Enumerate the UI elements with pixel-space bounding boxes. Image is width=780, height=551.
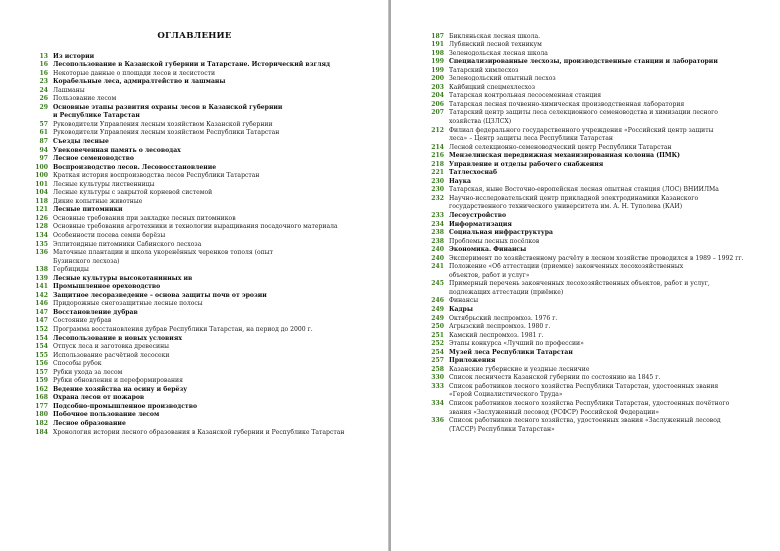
toc-entry-title: Кайбицкий спецмехлесхоз <box>449 83 536 91</box>
toc-entry-title: Лесной селекционно-семеноводческий центр Республики Татарстан <box>449 143 672 151</box>
toc-page-number: 135 <box>35 240 48 248</box>
toc-entry-title: Некоторые данные о площади лесов и лесистости <box>53 69 216 77</box>
toc-entry <box>425 144 773 153</box>
toc-page-number: 121 <box>35 206 48 214</box>
toc-page-number: 94 <box>39 146 48 154</box>
toc-entry <box>425 178 773 187</box>
toc-entry-title: Лесные культуры высокотанинных ив <box>53 274 193 282</box>
toc-entry-title: Хронология истории лесного образования в Казанской губернии и Республике Татарстан <box>53 428 345 436</box>
toc-entry-title: Финансы <box>449 297 479 305</box>
toc-entry-title: Использование расчётной лесосеки <box>53 351 170 359</box>
toc-entry-title: Музей леса Республики Татарстан <box>449 348 573 356</box>
toc-page-number: 238 <box>431 237 444 245</box>
toc-entry-title: Татарская лесная почвенно-химическая производственная лаборатория <box>449 100 685 108</box>
toc-entry-title: и Республике Татарстан <box>53 112 140 120</box>
toc-entry-title: Наука <box>449 177 471 185</box>
toc-page-number: 249 <box>431 314 444 322</box>
toc-entry <box>425 289 773 298</box>
toc-entry <box>29 275 381 284</box>
toc-entry-title: Зеленодольская лесная школа <box>449 49 548 57</box>
toc-entry <box>425 272 773 281</box>
toc-entry <box>29 403 381 412</box>
toc-page-number: 146 <box>35 300 48 308</box>
toc-entry <box>425 135 773 144</box>
toc-page-number: 221 <box>431 169 444 177</box>
toc-entry <box>29 249 381 258</box>
toc-page-number: 214 <box>431 143 444 151</box>
toc-page-number: 154 <box>35 343 48 351</box>
toc-entry <box>29 429 381 438</box>
toc-entry <box>425 161 773 170</box>
toc-entry <box>29 104 381 113</box>
toc-entry-title: Камский леспромхоз. 1981 г. <box>449 331 544 339</box>
toc-entry-title: Побочное пользование лесом <box>53 411 160 419</box>
toc-entry <box>425 58 773 67</box>
toc-page-number: 251 <box>431 331 444 339</box>
toc-page-number: 24 <box>39 86 48 94</box>
toc-page-number: 180 <box>35 411 48 419</box>
toc-entry <box>29 360 381 369</box>
toc-entry-title: Лесные культуры с закрытой корневой системой <box>53 189 213 197</box>
toc-list-right <box>425 33 773 435</box>
toc-entry <box>425 297 773 306</box>
toc-entry <box>425 67 773 76</box>
toc-page-number: 199 <box>431 66 444 74</box>
toc-entry-title: Экономика. Финансы <box>449 246 527 254</box>
toc-entry <box>425 50 773 59</box>
toc-list-left <box>29 53 381 438</box>
toc-page-number: 100 <box>35 163 48 171</box>
toc-page-number: 104 <box>35 189 48 197</box>
toc-page-number: 254 <box>431 348 444 356</box>
toc-page-number: 218 <box>431 160 444 168</box>
toc-entry-title: Татлесхоснаб <box>449 169 498 177</box>
toc-entry <box>425 280 773 289</box>
toc-entry <box>425 92 773 101</box>
toc-entry <box>29 181 381 190</box>
left-page <box>0 0 389 551</box>
toc-entry <box>425 84 773 93</box>
toc-entry <box>425 383 773 392</box>
toc-page-number: 16 <box>39 69 48 77</box>
toc-page-number: 118 <box>35 197 48 205</box>
toc-entry-title: Управление и отделы рабочего снабжения <box>449 160 604 168</box>
toc-entry-title: Агрызский леспромхоз. 1980 г. <box>449 323 551 331</box>
toc-page-number: 134 <box>35 231 48 239</box>
toc-entry-title: Примерный перечень законченных лесохозяйственных объектов, работ и услуг, <box>449 280 710 288</box>
toc-entry-title: Мензелинская передвижная механизированная колонна (ПМК) <box>449 152 681 160</box>
toc-page-number: 233 <box>431 211 444 219</box>
toc-entry-title: Список лесничеств Казанской губернии по состоянию на 1845 г. <box>449 374 661 382</box>
toc-entry <box>425 306 773 315</box>
toc-entry-title: объектов, работ и услуг» <box>449 271 530 279</box>
toc-entry-title: Казанские губернские и уездные лесничие <box>449 365 590 373</box>
toc-entry-title: Зеленодольский опытный лесхоз <box>449 75 556 83</box>
toc-entry-title: Воспроизводство лесов. Лесовосстановление <box>53 163 217 171</box>
toc-page-number: 141 <box>35 283 48 291</box>
toc-page-number: 257 <box>431 357 444 365</box>
toc-entry-title: Состояние дубрав <box>53 317 112 325</box>
toc-entry-title: Маточные плантации и школа укоренённых черенков тополя (опыт <box>53 249 273 257</box>
toc-entry-title: Бикляньская лесная школа. <box>449 32 541 40</box>
toc-entry-title: Рубки обновления и переформирования <box>53 377 183 385</box>
toc-entry-title: Список работников лесного хозяйства Республики Татарстан, удостоенных почётного <box>449 400 730 408</box>
toc-entry <box>425 374 773 383</box>
toc-page-number: 159 <box>35 377 48 385</box>
toc-entry <box>29 266 381 275</box>
toc-entry-title: Лесные культуры лиственницы <box>53 180 155 188</box>
toc-entry <box>425 186 773 195</box>
toc-entry-title: Лесные питомники <box>53 206 123 214</box>
toc-page-number: 238 <box>431 229 444 237</box>
toc-entry-title: Съезды лесные <box>53 137 109 145</box>
toc-page-number: 336 <box>431 417 444 425</box>
toc-entry-title: хозяйства (ЦЗЛСХ) <box>449 117 512 125</box>
toc-page-number: 250 <box>431 323 444 331</box>
toc-page-number: 87 <box>39 137 48 145</box>
toc-entry <box>29 223 381 232</box>
toc-entry <box>29 343 381 352</box>
toc-entry <box>29 70 381 79</box>
toc-entry <box>425 332 773 341</box>
toc-page-number: 157 <box>35 368 48 376</box>
toc-entry <box>29 258 381 267</box>
toc-entry-title: леса» – Центр защиты леса Республики Татарстан <box>449 135 613 143</box>
toc-entry-title: Положение «Об аттестации (приемке) законченных лесохозяйственных <box>449 263 684 271</box>
toc-entry-title: Лесопользование в новых условиях <box>53 334 182 342</box>
toc-entry-title: Эллитоидные питомники Сабинского лесхоза <box>53 240 202 248</box>
toc-entry-title: Специализированные лесхозы, производственные станции и лаборатории <box>449 58 718 66</box>
toc-entry <box>425 152 773 161</box>
toc-entry <box>29 369 381 378</box>
toc-entry-title: Татарский центр защиты леса селекционного семеноводства и химизации лесного <box>449 109 718 117</box>
toc-page-number: 182 <box>35 420 48 428</box>
toc-page-number: 61 <box>39 129 48 137</box>
toc-entry-title: Способы рубок <box>53 360 102 368</box>
toc-entry <box>29 147 381 156</box>
toc-entry <box>425 221 773 230</box>
toc-page-number: 230 <box>431 186 444 194</box>
toc-entry <box>425 246 773 255</box>
toc-page-number: 162 <box>35 385 48 393</box>
toc-page-number: 147 <box>35 317 48 325</box>
toc-page-number: 234 <box>431 220 444 228</box>
toc-entry-title: Основные требования при закладке лесных питомников <box>53 214 236 222</box>
toc-entry <box>29 283 381 292</box>
toc-entry-title: Краткая история воспроизводства лесов Республики Татарстан <box>53 172 260 180</box>
toc-entry <box>29 172 381 181</box>
toc-entry-title: Лесное семеноводство <box>53 155 134 163</box>
toc-page-number: 128 <box>35 223 48 231</box>
toc-entry-title: Эксперимент по хозяйственному расчёту в лесном хозяйстве проводился в 1989 – 1992 гг. <box>449 254 744 262</box>
toc-entry <box>29 53 381 62</box>
toc-page-number: 212 <box>431 126 444 134</box>
toc-entry <box>425 357 773 366</box>
toc-entry-title: Филиал федерального государственного учреждения «Российский центр защиты <box>449 126 714 134</box>
toc-page-number: 147 <box>35 308 48 316</box>
toc-entry-title: Ведение хозяйства на осину и берёзу <box>53 385 188 393</box>
toc-page-number: 168 <box>35 394 48 402</box>
toc-entry <box>425 169 773 178</box>
toc-page-number: 101 <box>35 180 48 188</box>
toc-entry-title: Корабельные леса, адмиралтейство и лашманы <box>53 78 226 86</box>
toc-entry-title: (ТАССР) Республики Татарстан» <box>449 425 555 433</box>
toc-entry <box>29 411 381 420</box>
toc-entry <box>29 241 381 250</box>
toc-entry <box>29 87 381 96</box>
toc-entry <box>29 121 381 130</box>
toc-page-number: 241 <box>431 263 444 271</box>
toc-page-number: 207 <box>431 109 444 117</box>
toc-entry-title: Приложения <box>449 357 496 365</box>
toc-entry <box>425 323 773 332</box>
toc-entry-title: Рубки ухода за лесом <box>53 368 123 376</box>
toc-entry-title: Лесное образование <box>53 420 126 428</box>
toc-entry-title: Программа восстановления дубрав Республики Татарстан, на период до 2000 г. <box>53 326 313 333</box>
toc-entry-title: Отпуск леса и заготовка древесины <box>53 343 169 351</box>
toc-entry <box>425 118 773 127</box>
toc-entry <box>29 386 381 395</box>
toc-entry <box>29 352 381 361</box>
toc-entry <box>29 326 381 335</box>
toc-entry <box>29 335 381 344</box>
toc-entry <box>29 377 381 386</box>
toc-entry-title: Социальная инфраструктура <box>449 229 553 237</box>
toc-page-number: 249 <box>431 306 444 313</box>
toc-page-number: 152 <box>35 326 48 333</box>
toc-entry <box>29 112 381 121</box>
toc-entry-title: Увековеченная память о лесоводах <box>53 146 181 154</box>
toc-entry <box>425 417 773 426</box>
toc-page-number: 203 <box>431 83 444 91</box>
toc-entry <box>425 400 773 409</box>
toc-entry-title: Особенности посева семян берёзы <box>53 231 166 239</box>
toc-page-number: 200 <box>431 75 444 83</box>
toc-page-number: 139 <box>35 274 48 282</box>
toc-entry-title: Кадры <box>449 306 473 313</box>
toc-entry <box>425 255 773 264</box>
toc-entry-title: Октябрьский леспромхоз. 1976 г. <box>449 314 558 322</box>
toc-page-number: 16 <box>39 61 48 69</box>
toc-entry-title: подлежащих аттестации (приёмке) <box>449 288 564 296</box>
toc-entry <box>425 203 773 212</box>
toc-entry <box>29 300 381 309</box>
toc-page-number: 204 <box>431 92 444 100</box>
toc-entry <box>29 155 381 164</box>
toc-entry-title: Лашманы <box>53 86 85 94</box>
toc-entry-title: Придорожные снегозащитные лесные полосы <box>53 300 203 308</box>
toc-entry <box>425 101 773 110</box>
toc-entry <box>425 315 773 324</box>
toc-page-number: 240 <box>431 246 444 254</box>
toc-entry-title: Лесоустройство <box>449 211 507 219</box>
toc-entry-title: Руководители Управления лесным хозяйством Казанской губернии <box>53 120 273 128</box>
toc-page-number: 57 <box>39 120 48 128</box>
toc-entry-title: Научно-исследовательский центр прикладной электродинамики Казанского <box>449 194 699 202</box>
toc-entry <box>425 238 773 247</box>
toc-entry-title: Список работников лесного хозяйства Республики Татарстан, удостоенных звания <box>449 382 719 390</box>
toc-entry-title: Основные этапы развития охраны лесов в Казанской губернии <box>53 103 283 111</box>
toc-page-number: 258 <box>431 365 444 373</box>
toc-entry <box>425 340 773 349</box>
toc-entry-title: Восстановление дубрав <box>53 308 138 316</box>
toc-entry <box>29 394 381 403</box>
toc-page-number: 232 <box>431 194 444 202</box>
toc-page-number: 216 <box>431 152 444 160</box>
toc-title: ОГЛАВЛЕНИЕ <box>157 31 232 41</box>
toc-entry-title: Гербициды <box>53 266 89 274</box>
toc-page-number: 191 <box>431 41 444 49</box>
toc-page-number: 199 <box>431 58 444 66</box>
toc-entry-title: Защитное лесоразведение – основа защиты почв от эрозии <box>53 291 267 299</box>
toc-entry <box>425 366 773 375</box>
toc-entry <box>29 309 381 318</box>
toc-page-number: 13 <box>39 52 48 60</box>
toc-entry <box>29 129 381 138</box>
toc-entry <box>29 232 381 241</box>
toc-entry <box>29 138 381 147</box>
toc-page-number: 138 <box>35 266 48 274</box>
toc-entry-title: Бузинского лесхоза) <box>53 257 120 265</box>
toc-entry-title: Татарская контрольная лесосеменная станция <box>449 92 602 100</box>
toc-entry-title: звания «Заслуженный лесовод (РСФСР) Российской Федерации» <box>449 408 660 416</box>
toc-page-number: 198 <box>431 49 444 57</box>
toc-entry <box>29 189 381 198</box>
toc-entry <box>29 215 381 224</box>
toc-entry-title: Пользование лесом <box>53 95 117 103</box>
toc-entry <box>425 349 773 358</box>
toc-entry <box>29 198 381 207</box>
toc-entry-title: Подсобно-промышленное производство <box>53 402 198 410</box>
toc-entry <box>29 95 381 104</box>
toc-entry-title: Дикие копытные животные <box>53 197 143 205</box>
toc-page-number: 177 <box>35 402 48 410</box>
toc-entry-title: Из истории <box>53 52 95 60</box>
toc-page-number: 246 <box>431 297 444 305</box>
toc-page-number: 230 <box>431 177 444 185</box>
toc-entry-title: Информатизация <box>449 220 512 228</box>
toc-page-number: 100 <box>35 172 48 180</box>
toc-entry <box>425 75 773 84</box>
toc-entry <box>425 127 773 136</box>
toc-page-number: 156 <box>35 360 48 368</box>
toc-page-number: 333 <box>431 382 444 390</box>
toc-entry-title: государственного технического университета им. А. Н. Туполева (КАИ) <box>449 203 683 211</box>
toc-entry-title: «Герой Социалистического Труда» <box>449 391 563 399</box>
toc-entry-title: Охрана лесов от пожаров <box>53 394 145 402</box>
toc-entry <box>29 292 381 301</box>
toc-entry-title: Основные требования агротехники и технологии выращивания посадочного материала <box>53 223 338 231</box>
toc-entry <box>425 41 773 50</box>
toc-page-number: 142 <box>35 291 48 299</box>
toc-entry <box>425 212 773 221</box>
toc-entry <box>29 420 381 429</box>
toc-entry <box>29 78 381 87</box>
toc-page-number: 26 <box>39 95 48 103</box>
toc-entry-title: Татарский химлесхоз <box>449 66 519 74</box>
toc-page-number: 184 <box>35 428 48 436</box>
toc-page-number: 97 <box>39 155 48 163</box>
toc-page-number: 334 <box>431 400 444 408</box>
toc-entry-title: Проблемы лесных посёлков <box>449 237 540 245</box>
toc-entry <box>29 164 381 173</box>
toc-entry <box>425 391 773 400</box>
toc-entry <box>425 263 773 272</box>
toc-entry-title: Лубянский лесной техникум <box>449 41 542 49</box>
toc-page-number: 23 <box>39 78 48 86</box>
toc-page-number: 245 <box>431 280 444 288</box>
toc-entry-title: Руководители Управления лесным хозяйством Республики Татарстан <box>53 129 280 137</box>
toc-page-number: 29 <box>39 103 48 111</box>
toc-page-number: 252 <box>431 340 444 348</box>
toc-entry <box>425 426 773 435</box>
toc-entry <box>29 317 381 326</box>
toc-page-number: 330 <box>431 374 444 382</box>
right-page <box>391 0 780 551</box>
toc-page-number: 240 <box>431 254 444 262</box>
toc-page-number: 187 <box>431 32 444 40</box>
toc-entry <box>29 61 381 70</box>
toc-entry-title: Промышленное ореховодство <box>53 283 161 291</box>
toc-entry <box>425 229 773 238</box>
toc-page-number: 154 <box>35 334 48 342</box>
toc-entry-title: Татарская, ныне Восточно-европейская лесная опытная станция (ЛОС) ВНИИЛМа <box>449 186 719 194</box>
toc-entry-title: Этапы конкурса «Лучший по профессии» <box>449 340 584 348</box>
toc-page-number: 136 <box>35 249 48 257</box>
toc-entry <box>425 33 773 42</box>
toc-entry <box>425 409 773 418</box>
toc-entry-title: Лесопользование в Казанской губернии и Татарстане. Исторический взгляд <box>53 61 331 69</box>
toc-entry <box>425 195 773 204</box>
toc-entry <box>425 109 773 118</box>
toc-page-number: 155 <box>35 351 48 359</box>
toc-entry <box>29 206 381 215</box>
toc-page-number: 126 <box>35 214 48 222</box>
toc-page-number: 206 <box>431 100 444 108</box>
toc-entry-title: Список работников лесного хозяйства, удостоенных звания «Заслуженный лесовод <box>449 417 721 425</box>
